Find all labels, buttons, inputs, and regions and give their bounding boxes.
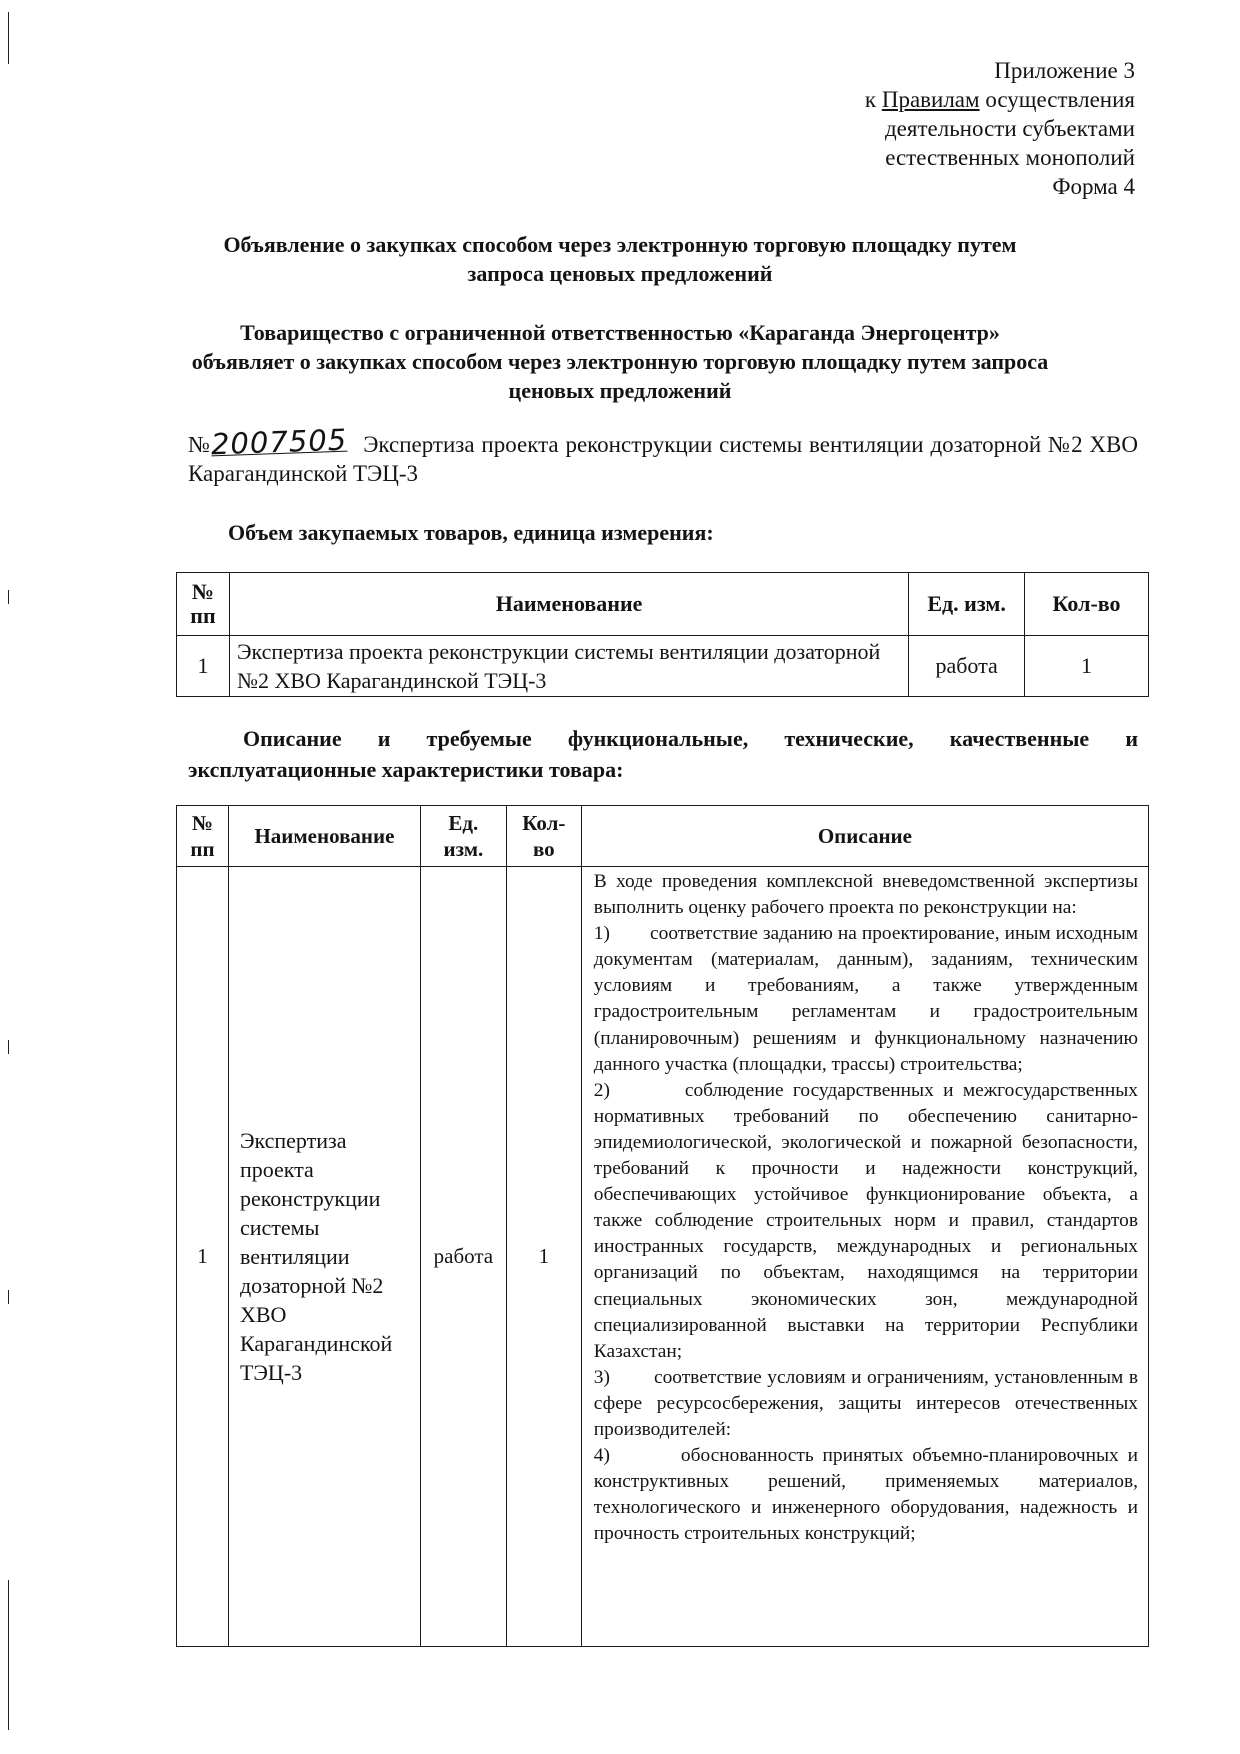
cell-qty: 1 [1025,636,1149,697]
description-table [176,805,1149,1647]
col-header-qty: Кол-во [1025,573,1149,636]
table-row [177,636,1149,697]
procurement-title: Экспертиза проекта реконструкции системы вентиляции дозаторной №2 ХВО Карагандинской ТЭЦ-3 [188,432,1138,486]
col-header-unit: Ед. изм. [909,573,1025,636]
scan-edge-mark [8,1290,9,1304]
scan-edge-mark [8,12,9,64]
volume-table [176,572,1149,697]
table-header-row [177,806,1149,867]
cell-unit: работа [420,867,506,1647]
col-header-name: Наименование [228,806,420,867]
col-header-qty: Кол-во [506,806,581,867]
col-header-name: Наименование [229,573,908,636]
col-header-num: № пп [177,573,230,636]
appendix-rules-line: к Правилам осуществления [864,87,1135,112]
form-number: Форма 4 [1052,174,1135,199]
section-description-title: Описание и требуемые функциональные, технические, качественные и эксплуатационные характеристики товара: [188,726,1138,782]
section-volume-title: Объем закупаемых товаров, единица измерения: [228,520,714,545]
table-row [177,867,1149,1647]
announcer-statement: Товарищество с ограниченной ответственностью «Караганда Энергоцентр» объявляет о закупках способом через электронную торговую площадку путем запроса ценовых предложений [191,320,1049,403]
cell-qty: 1 [506,867,581,1647]
scan-edge-mark [8,1580,9,1730]
appendix-number: Приложение 3 [994,58,1135,83]
description-item-3: 3) соответствие условиям и ограничениям, установленным в сфере ресурсосбережения, защиты интересов отечественных производителей: [593,1366,1143,1440]
description-item-2: 2) соблюдение государственных и межгосударственных нормативных требований по обеспечению санитарно-эпидемиологической, экологической и пожарной безопасности, требований к прочности и надежности конструкций, обеспечивающих устойчивое функционирование объекта, а также соблюдение строительных норм и правил, стандартов иностранных государств, международных и региональных организаций по объектам, находящимся на территории специальных экономических зон, международной специализированной выставки на территории Республики Казахстан; [593,1079,1143,1362]
col-header-num: № пп [177,806,229,867]
description-item-1: 1) соответствие заданию на проектирование, иным исходным документам (материалам, данным), заданиям, техническим условиям и требованиям, а также утвержденным градостроительным регламентам и градостроительным (планировочным) решениям и функциональному назначению данного участка (площадки, трассы) строительства; [593,923,1143,1075]
description-item-4: 4) обоснованность принятых объемно-планировочных и конструктивных решений, применяемых материалов, технологического и инженерного оборудования, надежность и прочность строительных конструкций; [593,1445,1143,1545]
cell-num: 1 [177,867,229,1647]
scan-edge-mark [8,590,9,604]
table-header-row [177,573,1149,636]
scan-edge-mark [8,1040,9,1054]
cell-num: 1 [177,636,230,697]
procurement-line: №2007505 Экспертиза проекта реконструкции системы вентиляции дозаторной №2 ХВО Карагандинской ТЭЦ-3 [188,422,1138,486]
handwritten-lot-number: 2007505 [210,422,348,462]
col-header-description: Описание [581,806,1148,867]
cell-description [581,867,1148,1647]
col-header-unit: Ед. изм. [420,806,506,867]
cell-unit: работа [909,636,1025,697]
rules-link[interactable]: Правилам [881,87,980,112]
cell-name: Экспертиза проекта реконструкции системы вентиляции дозаторной №2 ХВО Карагандинской ТЭЦ-3 [229,636,908,697]
appendix-note: Приложение 3 к Правилам осуществления деятельности субъектами естественных монополий Форма 4 [864,58,1135,199]
cell-name: Экспертиза проекта реконструкции системы вентиляции дозаторной №2 ХВО Карагандинской ТЭЦ-3 [228,867,420,1647]
announcement-title: Объявление о закупках способом через электронную торговую площадку путем запроса ценовых предложений [223,232,1017,286]
description-intro: В ходе проведения комплексной вневедомственной экспертизы выполнить оценку рабочего проекта по реконструкции на: [593,871,1138,919]
